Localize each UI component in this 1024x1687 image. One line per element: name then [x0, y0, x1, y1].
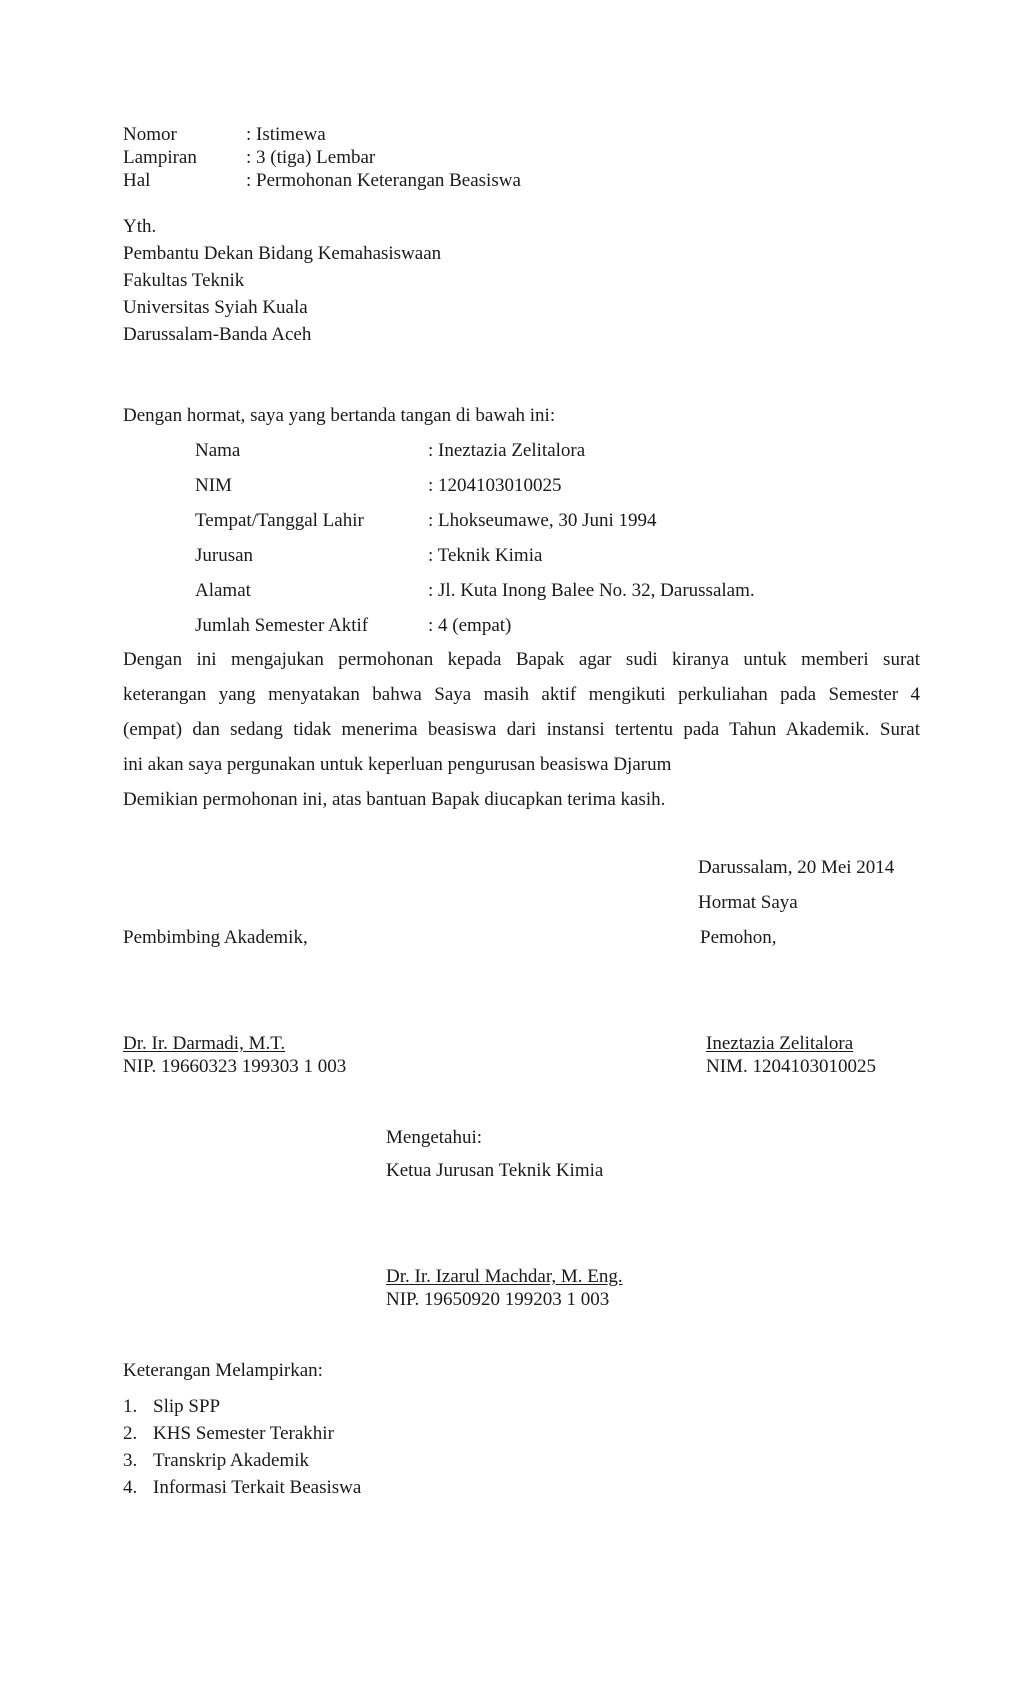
field-value: : 1204103010025 [428, 475, 562, 496]
field-label: Jurusan [195, 545, 254, 566]
body-line: ini akan saya pergunakan untuk keperluan pengurusan beasiswa Djarum [123, 754, 672, 775]
header-value: : Permohonan Keterangan Beasiswa [246, 170, 521, 191]
applicant-title: Pemohon, [700, 927, 777, 948]
header-value: : Istimewa [246, 124, 326, 145]
applicant-name: Ineztazia Zelitalora [706, 1033, 854, 1054]
recipient-line: Yth. [123, 216, 157, 237]
field-label: Nama [195, 440, 241, 461]
attachments-list [123, 1396, 523, 1506]
field-value: : Lhokseumawe, 30 Juni 1994 [428, 510, 657, 531]
field-value: : Teknik Kimia [428, 545, 543, 566]
department-head-title: Ketua Jurusan Teknik Kimia [386, 1160, 604, 1181]
advisor-title: Pembimbing Akademik, [123, 927, 308, 948]
regards: Hormat Saya [698, 892, 798, 913]
letter-header [123, 124, 623, 196]
body-paragraph [123, 642, 920, 817]
acknowledged-label: Mengetahui: [386, 1127, 483, 1148]
applicant-fields [195, 440, 895, 640]
body-line: keterangan yang menyatakan bahwa Saya masih aktif mengikuti perkuliahan pada Semester 4 [123, 684, 920, 705]
body-line: Dengan ini mengajukan permohonan kepada Bapak agar sudi kiranya untuk memberi surat [123, 649, 920, 670]
department-head-name: Dr. Ir. Izarul Machdar, M. Eng. [386, 1266, 623, 1287]
list-item-text: Slip SPP [153, 1396, 221, 1417]
opening-line: Dengan hormat, saya yang bertanda tangan di bawah ini: [123, 405, 556, 426]
list-item-number: 1. [123, 1396, 138, 1417]
department-head-nip: NIP. 19650920 199203 1 003 [386, 1289, 610, 1310]
advisor-name: Dr. Ir. Darmadi, M.T. [123, 1033, 286, 1054]
header-label: Hal [123, 170, 151, 191]
list-item-number: 4. [123, 1477, 138, 1498]
closing-line: Demikian permohonan ini, atas bantuan Bapak diucapkan terima kasih. [123, 789, 666, 810]
recipient-line: Pembantu Dekan Bidang Kemahasiswaan [123, 243, 442, 264]
advisor-nip: NIP. 19660323 199303 1 003 [123, 1056, 347, 1077]
attachments-title: Keterangan Melampirkan: [123, 1360, 323, 1381]
list-item-text: KHS Semester Terakhir [153, 1423, 334, 1444]
field-value: : Jl. Kuta Inong Balee No. 32, Darussalam. [428, 580, 755, 601]
field-label: Jumlah Semester Aktif [195, 615, 369, 636]
body-line: (empat) dan sedang tidak menerima beasiswa dari instansi tertentu pada Tahun Akademik. Surat [123, 719, 920, 740]
header-value: : 3 (tiga) Lembar [246, 147, 376, 168]
place-date: Darussalam, 20 Mei 2014 [698, 857, 895, 878]
recipient-line: Universitas Syiah Kuala [123, 297, 308, 318]
applicant-nim: NIM. 1204103010025 [706, 1056, 876, 1077]
recipient-line: Darussalam-Banda Aceh [123, 324, 312, 345]
list-item-number: 2. [123, 1423, 138, 1444]
list-item-text: Transkrip Akademik [153, 1450, 310, 1471]
field-label: Alamat [195, 580, 251, 601]
list-item-text: Informasi Terkait Beasiswa [153, 1477, 362, 1498]
field-value: : 4 (empat) [428, 615, 512, 636]
recipient-line: Fakultas Teknik [123, 270, 245, 291]
header-label: Lampiran [123, 147, 197, 168]
header-label: Nomor [123, 124, 177, 145]
field-label: Tempat/Tanggal Lahir [195, 510, 364, 531]
field-label: NIM [195, 475, 232, 496]
list-item-number: 3. [123, 1450, 138, 1471]
field-value: : Ineztazia Zelitalora [428, 440, 586, 461]
